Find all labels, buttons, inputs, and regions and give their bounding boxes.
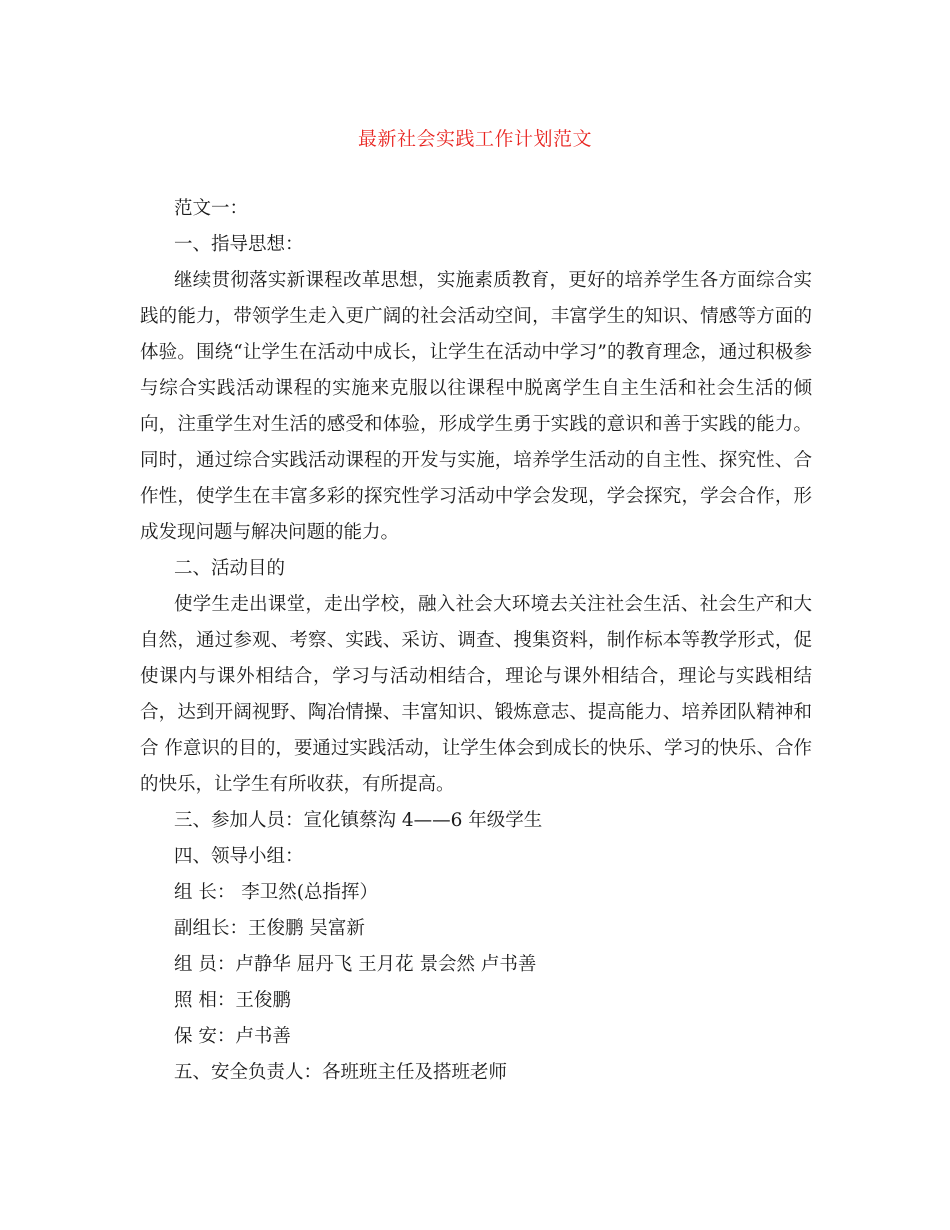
document-body [140,191,812,1091]
heading-guiding-ideology: 一、指导思想： [174,234,304,255]
line-photography: 照 相：王俊鹏 [174,990,291,1011]
line-group-leader: 组 长： 李卫然(总指挥） [174,882,378,903]
line-security: 保 安：卢书善 [174,1026,291,1047]
paragraph-activity-purpose: 使学生走出课堂，走出学校，融入社会大环境去关注社会生活、社会生产和大自然，通过参观、考察、实践、采访、调查、搜集资料，制作标本等教学形式，促使课内与课外相结合，学习与活动相结合，理论与课外相结合，理论与实践相结合，达到开阔视野、陶冶情操、丰富知识、锻炼意志、提高能力、培养团队精神和合 作意识的目的，要通过实践活动，让学生体会到成长的快乐、学习的快乐、合作的快乐，让学生有所收获，有所提高。 [140,594,812,795]
paragraph-sample-label: 范文一： [174,198,249,219]
heading-activity-purpose: 二、活动目的 [174,558,286,579]
line-safety-officer: 五、安全负责人：各班班主任及搭班老师 [174,1062,508,1083]
line-deputy-leader: 副组长：王俊鹏 吴富新 [174,918,365,939]
heading-leadership-group: 四、领导小组： [174,846,304,867]
line-participants: 三、参加人员：宣化镇蔡沟 4——6 年级学生 [174,810,543,831]
line-group-members: 组 员：卢静华 屈丹飞 王月花 景会然 卢书善 [174,954,537,975]
paragraph-guiding-ideology: 继续贯彻落实新课程改革思想，实施素质教育，更好的培养学生各方面综合实践的能力，带领学生走入更广阔的社会活动空间，丰富学生的知识、情感等方面的体验。围绕“让学生在活动中成长，让学生在活动中学习”的教育理念，通过积极参与综合实践活动课程的实施来克服以往课程中脱离学生自主生活和社会生活的倾向，注重学生对生活的感受和体验，形成学生勇于实践的意识和善于实践的能力。同时，通过综合实践活动课程的开发与实施，培养学生活动的自主性、探究性、合作性，使学生在丰富多彩的探究性学习活动中学会发现，学会探究，学会合作，形成发现问题与解决问题的能力。 [140,270,812,543]
document-title: 最新社会实践工作计划范文 [357,128,592,150]
